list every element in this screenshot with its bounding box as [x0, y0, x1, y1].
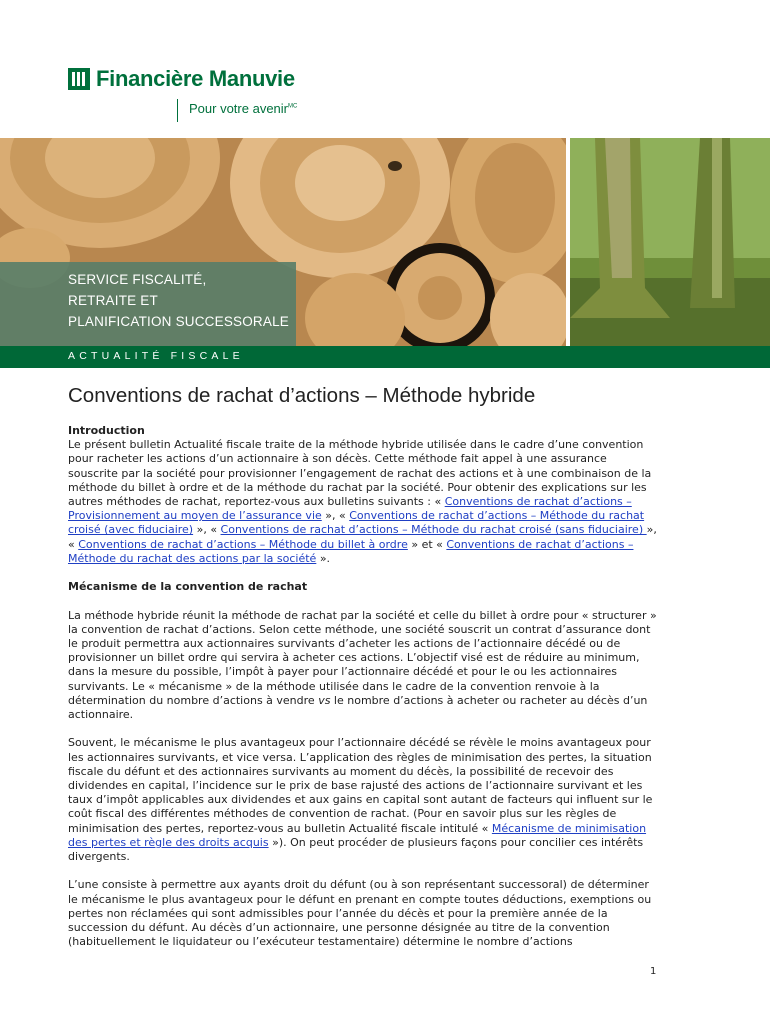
paragraph-1: La méthode hybride réunit la méthode de rachat par la société et celle du billet à ordre pour « structurer » la convention de rachat d’actions. Selon cette méthode, une société souscrit un contrat d’assurance dont le produit permettra aux actionnaires survivants d’acheter les actions de l’actionnaire décédé ou de provisionner un billet ordre qui servira à acheter ces actions. L’objectif visé est de réduire au minimum, dans la mesure du possible, l’impôt à payer pour l’actionnaire décédé et pour le ou les actionnaires survivants. Le « mécanisme » de la méthode utilisée dans le cadre de la convention renvoie à la détermination du nombre d’actions à vendre vs le nombre d’actions à acheter ou racheter au décès d’un actionnaire. — [68, 608, 657, 722]
section-label-bar — [0, 346, 770, 368]
link-rachat-par-la-societe[interactable]: Conventions de rachat d’actions – Méthode du rachat des actions par la société — [68, 537, 634, 565]
trademark-mark: MC — [288, 103, 298, 110]
service-line-1: SERVICE FISCALITÉ, — [68, 272, 207, 287]
mechanism-heading: Mécanisme de la convention de rachat — [68, 580, 308, 594]
section-label: ACTUALITÉ FISCALE — [68, 350, 244, 362]
intro-paragraph: Le présent bulletin Actualité fiscale traite de la méthode hybride utilisée dans le cadre d’une convention pour racheter les actions d’un actionnaire à son décès. Cette méthode fait appel à une assurance souscrite par la société pour provisionner l’engagement de rachat des actions et à une combinaison de la méthode du billet à ordre et de la méthode du rachat par la société. Pour obtenir des explications sur les autres méthodes de rachat, reportez-vous aux bulletins suivants : « Conventions de rachat d’actions – Provisionnement au moyen de l’assurance vie », « Conventions de rachat d’actions – Méthode du rachat croisé (avec fiduciaire) », « Conventions de rachat d’actions – Méthode du rachat croisé (sans fiduciaire) », « Conventions de rachat d’actions – Méthode du billet à ordre » et « Conventions de rachat d’actions – Méthode du rachat des actions par la société ». — [68, 438, 657, 565]
brand-logo — [68, 66, 295, 92]
link-rachat-croise-sans-fiduciaire[interactable]: Conventions de rachat d’actions – Méthode du rachat croisé (sans fiduciaire) — [220, 523, 647, 537]
service-line-3: PLANIFICATION SUCCESSORALE — [68, 314, 289, 329]
service-line-2: RETRAITE ET — [68, 293, 158, 308]
page-title: Conventions de rachat d’actions – Méthode hybride — [68, 384, 536, 407]
intro-heading: Introduction — [68, 424, 145, 437]
article-body — [68, 424, 660, 964]
link-rachat-croise-avec-fiduciaire[interactable]: Conventions de rachat d’actions – Méthode du rachat croisé (avec fiduciaire) — [68, 509, 645, 537]
service-title-box — [0, 262, 296, 346]
paragraph-3: L’une consiste à permettre aux ayants droit du défunt (ou à son représentant successoral) de déterminer le mécanisme le plus avantageux pour le défunt en prenant en compte toutes déductions, exemptions ou pertes non réclamées qui sont admissibles pour l’année du décès et pour la première année de la succession du défunt. Au décès d’un actionnaire, une personne désignée au titre de la convention (habituellement le liquidateur ou l’exécuteur testamentaire) détermine le nombre d’actions — [68, 878, 652, 949]
page-number: 1 — [650, 966, 657, 977]
link-billet-a-ordre[interactable]: Conventions de rachat d’actions – Méthode du billet à ordre — [78, 537, 408, 551]
link-minimisation-des-pertes[interactable]: Mécanisme de minimisation des pertes et règle des droits acquis — [68, 821, 647, 849]
manulife-logo-icon — [68, 68, 90, 90]
brand-name: Financière Manuvie — [96, 66, 295, 91]
tagline-divider — [177, 99, 178, 122]
paragraph-2: Souvent, le mécanisme le plus avantageux pour l’actionnaire décédé se révèle le moins avantageux pour les actionnaires survivants, et vice versa. L’application des règles de minimisation des pertes, la situation fiscale du défunt et des actionnaires survivants au moment du décès, la possibilité de recevoir des dividendes en capital, l’incidence sur le prix de base rajusté des actions de l’actionnaire survivant et les taux d’impôt applicables aux dividendes et aux gains en capital sont autant de facteurs qui influent sur le coût fiscal des différentes méthodes de convention de rachat. (Pour en savoir plus sur les règles de minimisation des pertes, reportez-vous au bulletin Actualité fiscale intitulé « Mécanisme de minimisation des pertes et règle des droits acquis »). On peut procéder de plusieurs façons pour concilier ces intérêts divergents. — [68, 736, 653, 864]
brand-tagline: Pour votre avenir$^{MC}$ — [189, 101, 298, 116]
link-provisionnement[interactable]: Conventions de rachat d’actions – Provisionnement au moyen de l’assurance vie — [68, 495, 632, 523]
